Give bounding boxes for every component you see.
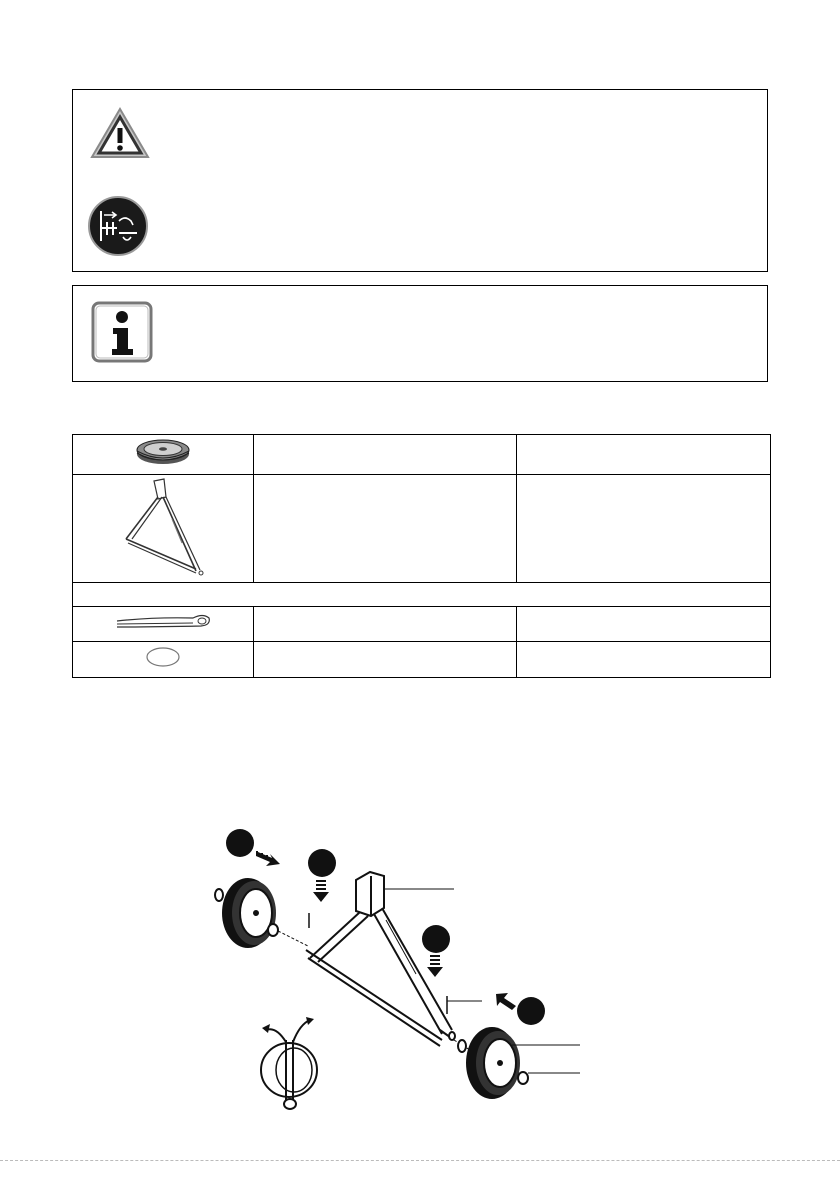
- arrow-icon: [313, 880, 329, 902]
- step-marker-icon: [308, 849, 336, 877]
- part-qty: [517, 620, 770, 628]
- wheel-icon: [133, 437, 193, 467]
- table-section-row: [73, 583, 771, 607]
- frame-icon: [118, 475, 208, 577]
- table-row: [73, 435, 771, 475]
- page-edge-line: [0, 1160, 840, 1161]
- table-row: [73, 475, 771, 583]
- table-row: [73, 607, 771, 642]
- part-qty: [517, 475, 770, 483]
- unplug-mains-icon: [87, 195, 149, 257]
- part-qty: [517, 451, 770, 459]
- parts-table: [72, 434, 771, 678]
- section-label: [73, 591, 770, 599]
- washer-icon: [143, 644, 183, 670]
- washer-icon: [518, 1072, 528, 1084]
- assembly-figure: [190, 815, 590, 1115]
- arrow-icon: [256, 851, 280, 866]
- step-marker-icon: [422, 925, 450, 953]
- step-marker-icon: [517, 997, 545, 1025]
- table-row: [73, 642, 771, 678]
- part-name: [254, 656, 516, 664]
- warning-box: [72, 89, 768, 272]
- cotter-pin-detail: [261, 1020, 317, 1109]
- cotter-pin-icon: [113, 609, 213, 635]
- info-icon: [91, 301, 153, 363]
- part-qty: [517, 656, 770, 664]
- part-image-cell: [73, 642, 254, 678]
- arrow-icon: [496, 993, 516, 1010]
- step-marker-icon: [226, 829, 254, 857]
- part-name: [254, 451, 516, 459]
- wheel-icon: [215, 878, 278, 948]
- part-image-cell: [73, 607, 254, 642]
- arrow-icon: [427, 955, 443, 977]
- part-image-cell: [73, 475, 254, 583]
- part-name: [254, 620, 516, 628]
- wheel-icon: [458, 1027, 528, 1099]
- part-name: [254, 475, 516, 483]
- part-image-cell: [73, 435, 254, 475]
- info-box: [72, 285, 768, 382]
- warning-triangle-icon: [89, 106, 151, 160]
